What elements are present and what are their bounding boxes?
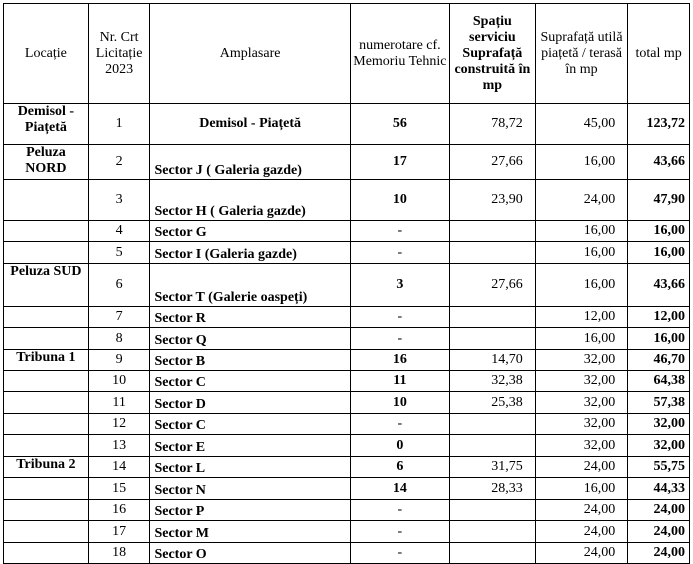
cell-locatie [4,371,89,392]
cell-numerotare: - [350,328,449,350]
cell-amplasare: Sector L [150,457,350,478]
cell-amplasare: Sector C [150,414,350,435]
cell-locatie [4,500,89,521]
cell-amplasare: Sector P [150,500,350,521]
cell-suprafata-utila: 16,00 [535,242,627,264]
cell-total: 55,75 [628,457,690,478]
cell-numerotare: - [350,242,449,264]
table-row [4,414,690,435]
cell-suprafata-utila: 16,00 [535,328,627,350]
table-row [4,104,690,145]
table-header-row [4,4,690,104]
cell-spatiu-serviciu [449,221,535,242]
cell-numerotare: - [350,414,449,435]
cell-locatie [4,414,89,435]
table-row [4,392,690,414]
cell-suprafata-utila: 24,00 [535,500,627,521]
cell-locatie: Demisol - Piațetă [4,104,89,145]
cell-total: 16,00 [628,242,690,264]
cell-spatiu-serviciu: 23,90 [449,180,535,221]
cell-total: 24,00 [628,500,690,521]
cell-amplasare: Sector N [150,478,350,500]
table-row [4,145,690,180]
cell-suprafata-utila: 16,00 [535,145,627,180]
cell-locatie [4,307,89,328]
cell-total: 24,00 [628,543,690,564]
cell-spatiu-serviciu: 25,38 [449,392,535,414]
cell-total: 47,90 [628,180,690,221]
cell-nr: 18 [88,543,150,564]
cell-spatiu-serviciu [449,328,535,350]
cell-locatie: Peluza SUD [4,264,89,307]
table-row [4,435,690,457]
cell-spatiu-serviciu: 31,75 [449,457,535,478]
cell-spatiu-serviciu: 32,38 [449,371,535,392]
cell-amplasare: Demisol - Piațetă [150,104,350,145]
cell-locatie [4,180,89,221]
cell-amplasare: Sector B [150,350,350,371]
header-numerotare: numerotare cf. Memoriu Tehnic [350,4,449,104]
cell-nr: 9 [88,350,150,371]
cell-locatie: Tribuna 1 [4,350,89,371]
cell-amplasare: Sector G [150,221,350,242]
cell-nr: 1 [88,104,150,145]
cell-spatiu-serviciu [449,500,535,521]
cell-suprafata-utila: 16,00 [535,221,627,242]
cell-locatie [4,328,89,350]
cell-numerotare: 10 [350,392,449,414]
cell-amplasare: Sector Q [150,328,350,350]
cell-suprafata-utila: 24,00 [535,180,627,221]
cell-amplasare: Sector E [150,435,350,457]
cell-numerotare: - [350,543,449,564]
header-spatiu-serviciu: Spațiu serviciu Suprafață construită în mp [449,4,535,104]
cell-total: 43,66 [628,264,690,307]
cell-suprafata-utila: 32,00 [535,435,627,457]
cell-suprafata-utila: 16,00 [535,478,627,500]
table-row [4,242,690,264]
cell-amplasare: Sector T (Galerie oaspeți) [150,264,350,307]
cell-numerotare: - [350,521,449,543]
cell-numerotare: 14 [350,478,449,500]
cell-total: 32,00 [628,435,690,457]
table-row [4,180,690,221]
cell-numerotare: - [350,307,449,328]
header-suprafata-utila: Suprafață utilă piațetă / terasă în mp [535,4,627,104]
cell-spatiu-serviciu: 14,70 [449,350,535,371]
cell-spatiu-serviciu: 28,33 [449,478,535,500]
cell-spatiu-serviciu [449,543,535,564]
table-body [4,104,690,564]
cell-suprafata-utila: 45,00 [535,104,627,145]
cell-numerotare: 6 [350,457,449,478]
cell-spatiu-serviciu [449,521,535,543]
cell-locatie: Peluza NORD [4,145,89,180]
table-row [4,307,690,328]
cell-suprafata-utila: 32,00 [535,371,627,392]
table-row [4,371,690,392]
cell-total: 16,00 [628,328,690,350]
cell-total: 46,70 [628,350,690,371]
cell-locatie [4,435,89,457]
cell-total: 123,72 [628,104,690,145]
cell-suprafata-utila: 32,00 [535,392,627,414]
cell-nr: 14 [88,457,150,478]
cell-numerotare: 10 [350,180,449,221]
cell-locatie [4,478,89,500]
cell-numerotare: 56 [350,104,449,145]
cell-total: 43,66 [628,145,690,180]
cell-spatiu-serviciu [449,242,535,264]
cell-nr: 16 [88,500,150,521]
cell-numerotare: - [350,500,449,521]
cell-nr: 7 [88,307,150,328]
header-amplasare: Amplasare [150,4,350,104]
cell-amplasare: Sector J ( Galeria gazde) [150,145,350,180]
cell-nr: 2 [88,145,150,180]
areas-table [3,3,690,564]
cell-spatiu-serviciu [449,414,535,435]
cell-suprafata-utila: 24,00 [535,457,627,478]
cell-locatie [4,242,89,264]
cell-total: 57,38 [628,392,690,414]
cell-nr: 6 [88,264,150,307]
cell-total: 16,00 [628,221,690,242]
cell-spatiu-serviciu: 78,72 [449,104,535,145]
table-row [4,328,690,350]
cell-locatie: Tribuna 2 [4,457,89,478]
cell-nr: 13 [88,435,150,457]
cell-total: 24,00 [628,521,690,543]
cell-suprafata-utila: 12,00 [535,307,627,328]
cell-nr: 8 [88,328,150,350]
cell-suprafata-utila: 32,00 [535,350,627,371]
cell-locatie [4,521,89,543]
header-total: total mp [628,4,690,104]
cell-nr: 15 [88,478,150,500]
cell-amplasare: Sector M [150,521,350,543]
cell-numerotare: - [350,221,449,242]
cell-amplasare: Sector D [150,392,350,414]
table-row [4,264,690,307]
cell-spatiu-serviciu [449,435,535,457]
cell-suprafata-utila: 24,00 [535,521,627,543]
cell-nr: 11 [88,392,150,414]
cell-nr: 17 [88,521,150,543]
cell-nr: 10 [88,371,150,392]
cell-spatiu-serviciu: 27,66 [449,145,535,180]
table-row [4,478,690,500]
cell-locatie [4,392,89,414]
cell-numerotare: 16 [350,350,449,371]
cell-total: 32,00 [628,414,690,435]
cell-suprafata-utila: 32,00 [535,414,627,435]
cell-suprafata-utila: 24,00 [535,543,627,564]
table-row [4,543,690,564]
cell-total: 12,00 [628,307,690,328]
cell-locatie [4,221,89,242]
cell-numerotare: 0 [350,435,449,457]
cell-spatiu-serviciu: 27,66 [449,264,535,307]
cell-nr: 12 [88,414,150,435]
cell-numerotare: 3 [350,264,449,307]
cell-amplasare: Sector C [150,371,350,392]
table-row [4,500,690,521]
cell-total: 44,33 [628,478,690,500]
header-nr: Nr. Crt Licitație 2023 [88,4,150,104]
header-locatie: Locație [4,4,89,104]
cell-amplasare: Sector R [150,307,350,328]
cell-nr: 3 [88,180,150,221]
table-row [4,521,690,543]
table-row [4,350,690,371]
cell-amplasare: Sector O [150,543,350,564]
table-row [4,221,690,242]
table-row [4,457,690,478]
cell-amplasare: Sector H ( Galeria gazde) [150,180,350,221]
cell-nr: 5 [88,242,150,264]
cell-total: 64,38 [628,371,690,392]
cell-locatie [4,543,89,564]
cell-numerotare: 17 [350,145,449,180]
cell-numerotare: 11 [350,371,449,392]
cell-amplasare: Sector I (Galeria gazde) [150,242,350,264]
cell-suprafata-utila: 16,00 [535,264,627,307]
cell-nr: 4 [88,221,150,242]
cell-spatiu-serviciu [449,307,535,328]
